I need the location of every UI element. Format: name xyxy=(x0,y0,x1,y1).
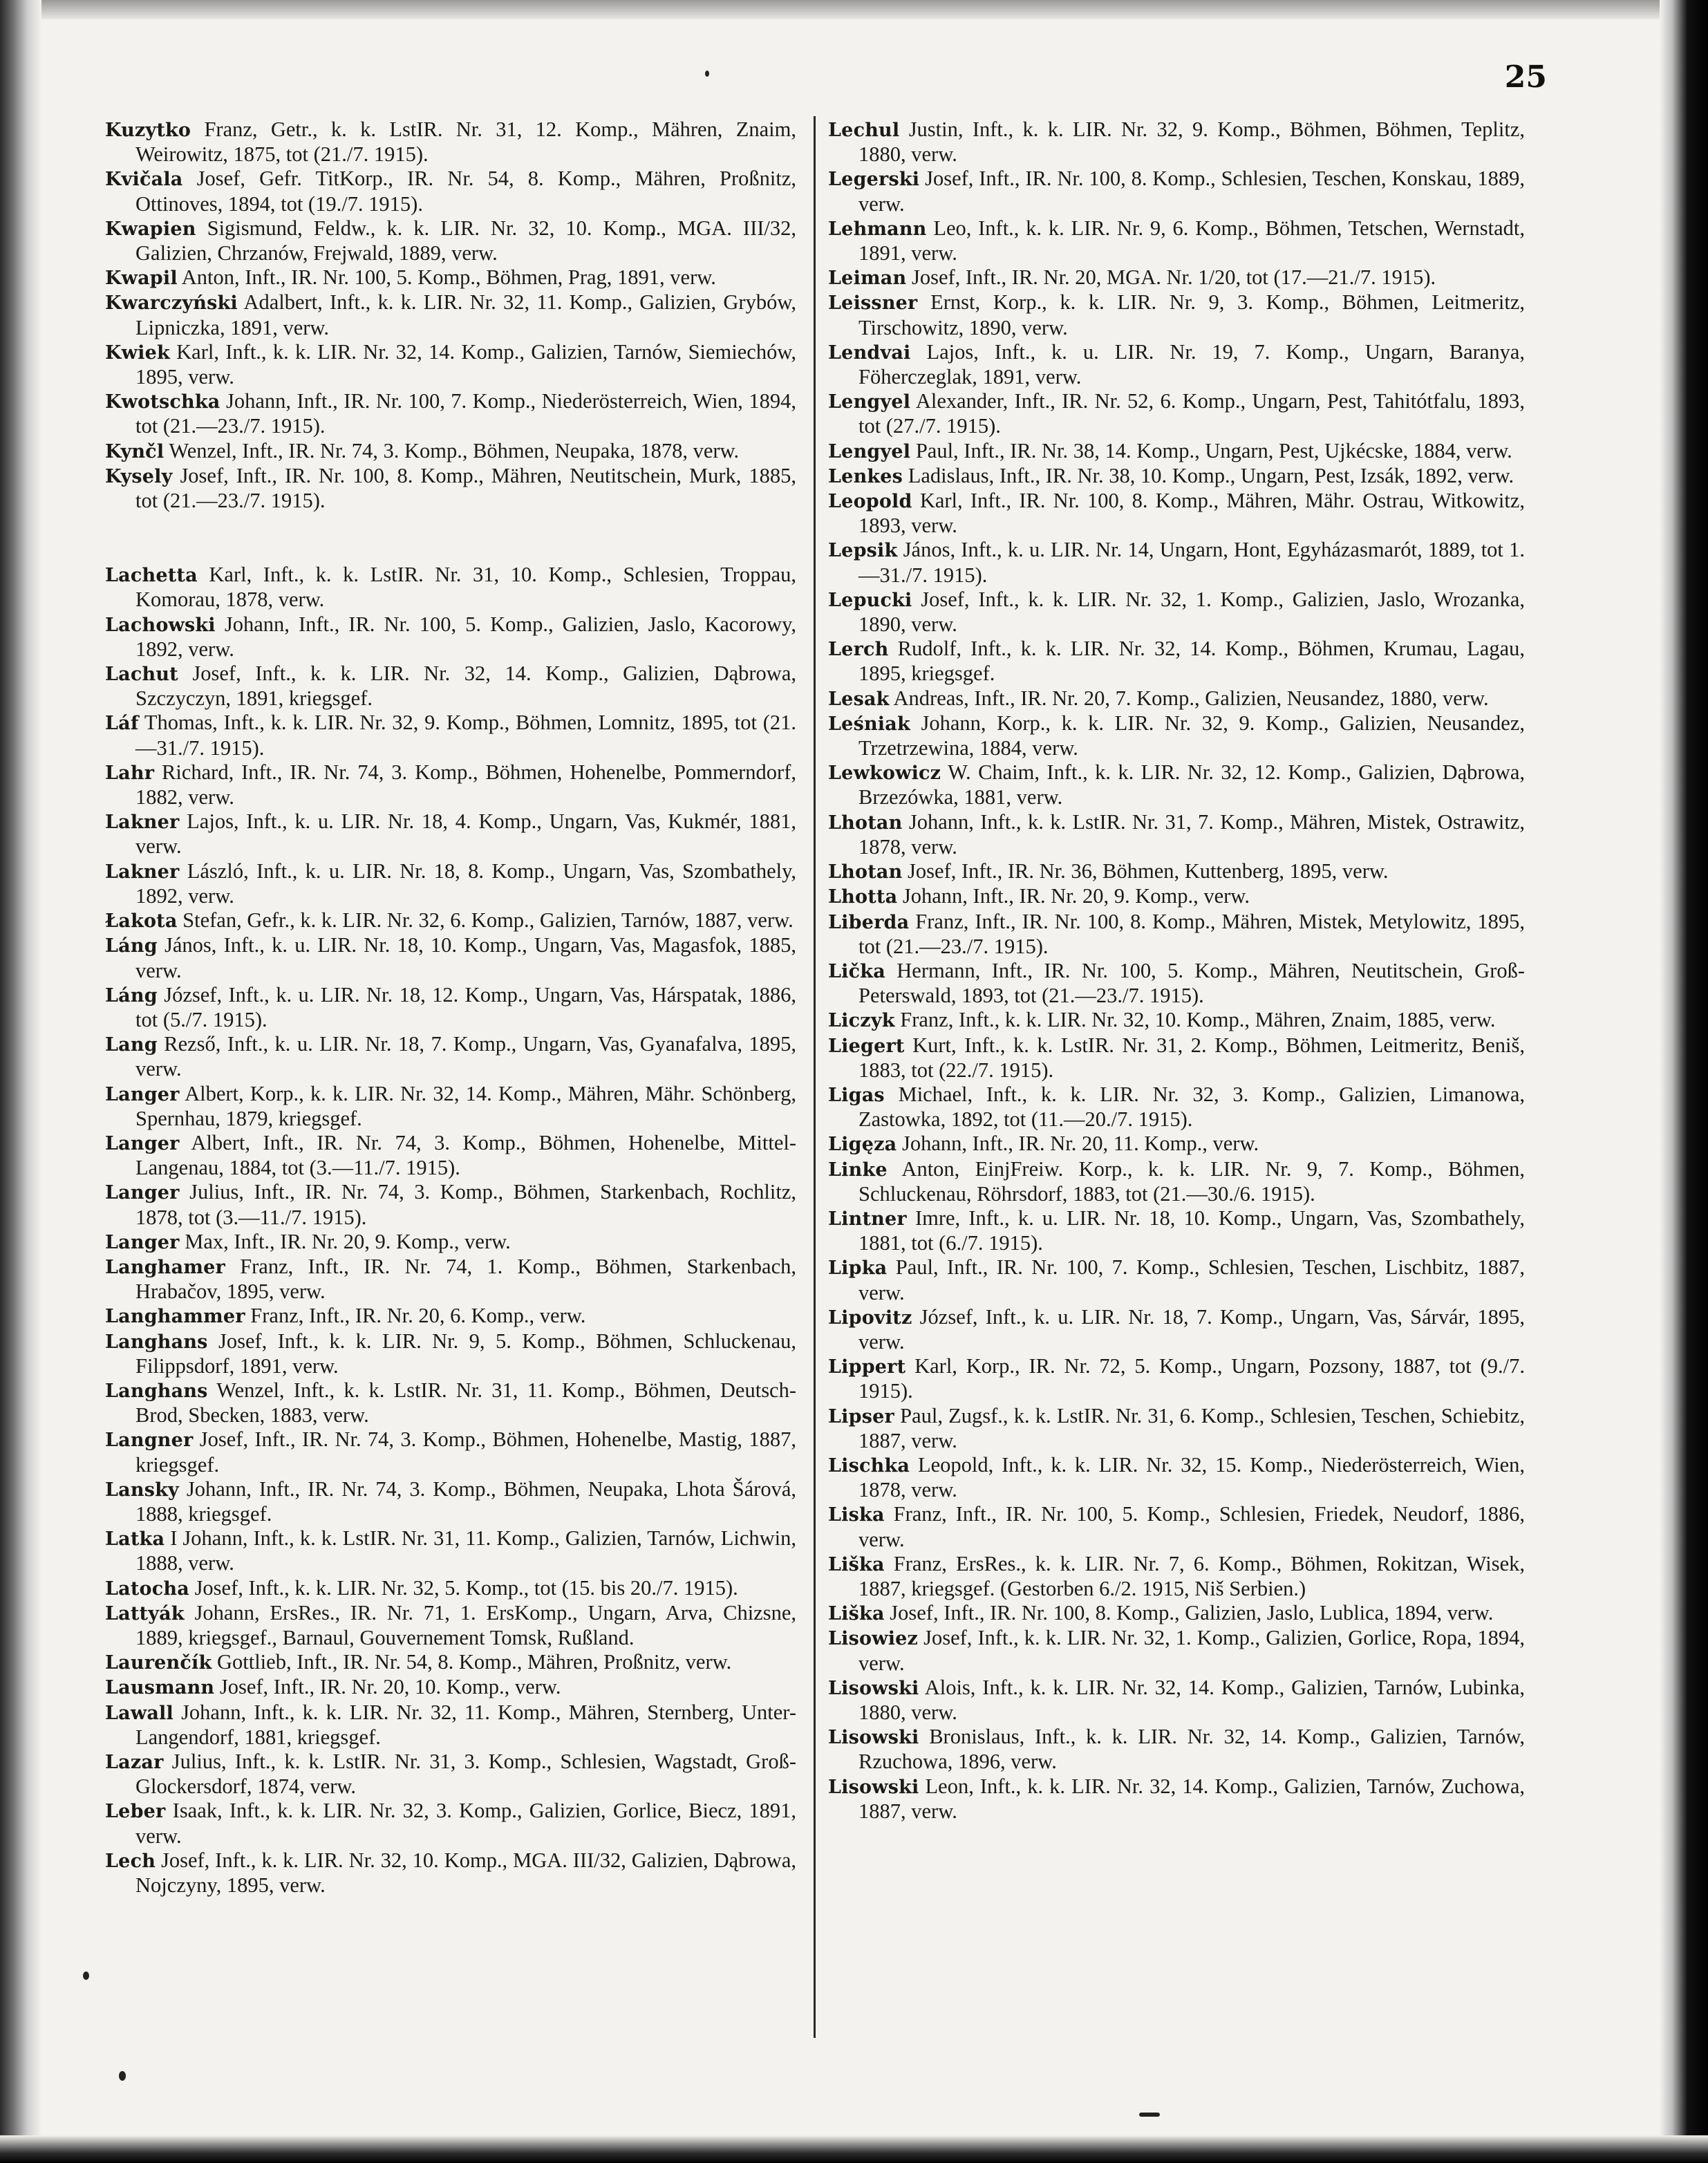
entry-surname: Liška xyxy=(828,1553,885,1575)
list-entry xyxy=(105,1255,796,1304)
entry-details: Franz, Getr., k. k. LstIR. Nr. 31, 12. Komp., Mähren, Znaim, Weirowitz, 1875, tot (21./7. 1915). xyxy=(135,118,796,167)
column-divider xyxy=(814,116,816,2038)
scan-speck xyxy=(119,2071,126,2081)
entry-details: Josef, Inft., IR. Nr. 20, MGA. Nr. 1/20, tot (17.—21./7. 1915). xyxy=(911,265,1436,290)
list-entry xyxy=(828,1083,1525,1132)
entry-surname: Lakner xyxy=(105,861,180,883)
entry-details: Wenzel, Inft., IR. Nr. 74, 3. Komp., Böhmen, Neupaka, 1878, verw. xyxy=(169,438,740,462)
entry-surname: Lerch xyxy=(828,639,889,661)
list-entry xyxy=(828,1206,1525,1255)
list-entry xyxy=(828,859,1525,884)
entry-details: Josef, Inft., IR. Nr. 36, Böhmen, Kuttenberg, 1895, verw. xyxy=(908,859,1389,883)
entry-surname: Lengyel xyxy=(828,391,911,413)
entry-details: Karl, Inft., k. k. LstIR. Nr. 31, 10. Komp., Schlesien, Troppau, Komorau, 1878, verw. xyxy=(135,563,797,612)
entry-details: Lajos, Inft., k. u. LIR. Nr. 19, 7. Komp., Ungarn, Baranya, Föherczeglak, 1891, verw. xyxy=(858,339,1526,389)
list-entry xyxy=(105,1378,796,1427)
entry-surname: Laurenčík xyxy=(105,1652,212,1674)
entry-surname: Kwapien xyxy=(105,218,196,240)
list-entry xyxy=(105,1750,796,1799)
entry-details: Franz, ErsRes., k. k. LIR. Nr. 7, 6. Komp., Böhmen, Rokitzan, Wisek, 1887, kriegsgef. (Gestorben 6./2. 1915, Niš Serbien.) xyxy=(858,1551,1525,1600)
entry-details: Josef, Inft., IR. Nr. 74, 3. Komp., Böhmen, Hohenelbe, Mastig, 1887, kriegsgef. xyxy=(135,1427,796,1477)
entry-surname: Lisowski xyxy=(828,1727,919,1749)
entry-surname: Linke xyxy=(828,1159,888,1181)
entry-surname: Lintner xyxy=(828,1208,907,1230)
list-entry xyxy=(105,662,796,711)
entry-surname: Langhammer xyxy=(105,1306,245,1328)
entry-details: Karl, Inft., IR. Nr. 100, 8. Komp., Mähren, Mähr. Ostrau, Witkowitz, 1893, verw. xyxy=(858,489,1525,538)
list-entry xyxy=(105,290,796,339)
entry-surname: Langhamer xyxy=(105,1256,225,1278)
entry-details: Leo, Inft., k. k. LIR. Nr. 9, 6. Komp., Böhmen, Tetschen, Wernstadt, 1891, verw. xyxy=(858,216,1525,265)
entry-surname: Lech xyxy=(105,1850,156,1872)
entry-surname: Lisowski xyxy=(828,1776,919,1798)
list-entry xyxy=(828,1502,1525,1551)
list-entry xyxy=(828,959,1525,1008)
entry-surname: Liska xyxy=(828,1504,885,1526)
entry-details: Johann, Inft., IR. Nr. 20, 11. Komp., verw. xyxy=(901,1132,1259,1156)
entry-surname: Lansky xyxy=(105,1479,179,1501)
left-column xyxy=(105,118,796,1898)
entry-surname: Latocha xyxy=(105,1577,189,1600)
list-entry xyxy=(105,439,796,464)
list-entry xyxy=(828,1404,1525,1453)
entry-surname: Lausmann xyxy=(105,1677,215,1699)
list-entry xyxy=(105,1576,796,1601)
right-column xyxy=(828,118,1525,1824)
entry-details: Hermann, Inft., IR. Nr. 100, 5. Komp., Mähren, Neutitschein, Groß-Peterswald, 1893, tot (21.—23./7. 1915). xyxy=(858,958,1526,1008)
entry-surname: Liczyk xyxy=(828,1010,895,1032)
scan-speck xyxy=(705,71,709,77)
entry-surname: Latka xyxy=(105,1528,165,1551)
entry-details: Stefan, Gefr., k. k. LIR. Nr. 32, 6. Komp., Galizien, Tarnów, 1887, verw. xyxy=(182,908,794,933)
entry-surname: Lipovitz xyxy=(828,1307,912,1329)
entry-details: Karl, Inft., k. k. LIR. Nr. 32, 14. Komp., Galizien, Tarnów, Siemiechów, 1895, verw. xyxy=(135,339,797,389)
scan-edge-top xyxy=(0,0,1708,19)
scan-edge-left xyxy=(0,0,41,2163)
list-entry xyxy=(105,1304,796,1329)
entry-details: Josef, Inft., k. k. LIR. Nr. 32, 14. Komp., Galizien, Dąbrowa, Szczyczyn, 1891, kriegsgef. xyxy=(135,662,796,711)
list-entry xyxy=(828,1676,1525,1725)
entry-details: Josef, Inft., IR. Nr. 100, 8. Komp., Galizien, Jaslo, Lublica, 1894, verw. xyxy=(890,1601,1494,1625)
entry-surname: Lisowiez xyxy=(828,1628,919,1650)
list-entry xyxy=(105,1230,796,1255)
entry-surname: Lawall xyxy=(105,1702,173,1724)
entry-surname: Lipka xyxy=(828,1257,888,1280)
entry-details: Adalbert, Inft., k. k. LIR. Nr. 32, 11. Komp., Galizien, Grybów, Lipniczka, 1891, verw. xyxy=(135,290,797,339)
entry-surname: Langer xyxy=(105,1132,180,1154)
entry-details: Franz, Inft., IR. Nr. 100, 8. Komp., Mähren, Mistek, Metylowitz, 1895, tot (21.—23./7. 1915). xyxy=(858,909,1526,958)
list-entry xyxy=(828,1132,1525,1157)
entry-details: József, Inft., k. u. LIR. Nr. 18, 12. Komp., Ungarn, Vas, Hárspatak, 1886, tot (5./7. 1915). xyxy=(135,982,797,1031)
list-entry xyxy=(828,910,1525,959)
list-entry xyxy=(105,760,796,809)
entry-surname: Lewkowicz xyxy=(828,762,941,785)
entry-surname: Liška xyxy=(828,1603,885,1625)
entry-details: Andreas, Inft., IR. Nr. 20, 7. Komp., Galizien, Neusandez, 1880, verw. xyxy=(893,686,1489,710)
entry-surname: Lachut xyxy=(105,664,178,686)
entry-surname: Lachowski xyxy=(105,614,216,636)
entry-details: Kurt, Inft., k. k. LstIR. Nr. 31, 2. Komp., Böhmen, Leitmeritz, Beniš, 1883, tot (22./7. 1915). xyxy=(858,1033,1526,1082)
entry-surname: Lhotta xyxy=(828,886,898,908)
entry-surname: Leber xyxy=(105,1801,166,1823)
entry-details: Ladislaus, Inft., IR. Nr. 38, 10. Komp., Ungarn, Pest, Izsák, 1892, verw. xyxy=(908,463,1514,487)
list-entry xyxy=(828,439,1525,464)
entry-surname: Lachetta xyxy=(105,565,198,587)
list-entry xyxy=(105,1477,796,1526)
list-entry xyxy=(105,809,796,859)
entry-surname: Kynčl xyxy=(105,440,165,462)
entry-surname: Lenkes xyxy=(828,465,903,487)
entry-surname: Leissner xyxy=(828,292,918,315)
list-entry xyxy=(105,1180,796,1229)
entry-surname: Langner xyxy=(105,1430,194,1452)
entry-details: Josef, Inft., k. k. LIR. Nr. 32, 1. Komp., Galizien, Gorlice, Ropa, 1894, verw. xyxy=(858,1626,1526,1675)
entry-surname: Kvičala xyxy=(105,169,183,191)
entry-surname: Langer xyxy=(105,1231,180,1253)
list-entry xyxy=(105,1131,796,1180)
list-entry xyxy=(828,1626,1525,1675)
entry-details: Johann, Inft., IR. Nr. 100, 5. Komp., Galizien, Jaslo, Kacorowy, 1892, verw. xyxy=(135,612,797,661)
list-entry xyxy=(105,1032,796,1081)
entry-details: Anton, EinjFreiw. Korp., k. k. LIR. Nr. 9, 7. Komp., Böhmen, Schluckenau, Röhrsdorf, 1883, tot (21.—30./6. 1915). xyxy=(858,1157,1525,1206)
list-entry xyxy=(828,389,1525,438)
entry-details: Isaak, Inft., k. k. LIR. Nr. 32, 3. Komp., Galizien, Gorlice, Biecz, 1891, verw. xyxy=(135,1799,797,1848)
list-entry xyxy=(105,711,796,760)
entry-surname: Lepsik xyxy=(828,540,898,562)
scan-edge-right xyxy=(1660,0,1708,2163)
list-entry xyxy=(105,216,796,265)
entry-details: Lajos, Inft., k. u. LIR. Nr. 18, 4. Komp., Ungarn, Vas, Kukmér, 1881, verw. xyxy=(135,809,797,859)
scan-speck xyxy=(83,1972,89,1980)
list-entry xyxy=(828,265,1525,290)
entry-details: Bronislaus, Inft., k. k. LIR. Nr. 32, 14. Komp., Galizien, Tarnów, Rzuchowa, 1896, verw. xyxy=(858,1725,1525,1774)
list-entry xyxy=(105,1601,796,1650)
list-entry xyxy=(105,908,796,933)
entry-surname: Kwotschka xyxy=(105,391,220,413)
entry-details: Johann, ErsRes., IR. Nr. 71, 1. ErsKomp., Ungarn, Arva, Chizsne, 1889, kriegsgef., Barnaul, Gouvernement Tomsk, Rußland. xyxy=(135,1600,796,1649)
entry-details: Josef, Inft., k. k. LIR. Nr. 9, 5. Komp., Böhmen, Schluckenau, Filippsdorf, 1891, verw. xyxy=(135,1329,797,1378)
entry-surname: Lesak xyxy=(828,688,890,710)
entry-surname: Lechul xyxy=(828,120,900,141)
entry-surname: Lička xyxy=(828,960,885,982)
list-entry xyxy=(828,1725,1525,1774)
entries-k-section xyxy=(105,118,796,513)
list-entry xyxy=(828,538,1525,587)
section-gap xyxy=(105,513,796,563)
entry-details: Paul, Zugsf., k. k. LstIR. Nr. 31, 6. Komp., Schlesien, Teschen, Schiebitz, 1887, verw. xyxy=(858,1403,1525,1452)
entry-surname: Lang xyxy=(105,1034,158,1056)
entry-surname: Lahr xyxy=(105,762,155,784)
list-entry xyxy=(105,167,796,216)
entry-details: Imre, Inft., k. u. LIR. Nr. 18, 10. Komp., Ungarn, Vas, Szombathely, 1881, tot (6./7. 1915). xyxy=(858,1206,1525,1255)
entry-surname: Lattyák xyxy=(105,1602,185,1624)
list-entry xyxy=(828,760,1525,809)
entry-details: Paul, Inft., IR. Nr. 100, 7. Komp., Schlesien, Teschen, Lischbitz, 1887, verw. xyxy=(858,1255,1525,1304)
entry-details: József, Inft., k. u. LIR. Nr. 18, 7. Komp., Ungarn, Vas, Sárvár, 1895, verw. xyxy=(858,1304,1525,1354)
list-entry xyxy=(105,1848,796,1898)
entry-surname: Łakota xyxy=(105,910,178,933)
entry-details: Franz, Inft., IR. Nr. 100, 5. Komp., Schlesien, Friedek, Neudorf, 1886, verw. xyxy=(858,1502,1525,1551)
list-entry xyxy=(105,1799,796,1848)
entry-details: Alexander, Inft., IR. Nr. 52, 6. Komp., Ungarn, Pest, Tahitótfalu, 1893, tot (27./7. 1915). xyxy=(858,389,1525,438)
entry-details: János, Inft., k. u. LIR. Nr. 14, Ungarn, Hont, Egyházasmarót, 1889, tot 1.—31./7. 1915). xyxy=(858,538,1526,587)
list-entry xyxy=(828,1157,1525,1206)
entry-surname: Liegert xyxy=(828,1035,905,1057)
entry-details: Josef, Inft., k. k. LIR. Nr. 32, 1. Komp., Galizien, Jaslo, Wrozanka, 1890, verw. xyxy=(858,587,1526,637)
list-entry xyxy=(828,711,1525,760)
list-entry xyxy=(105,1701,796,1750)
list-entry xyxy=(105,983,796,1032)
list-entry xyxy=(828,1775,1525,1824)
entry-details: Thomas, Inft., k. k. LIR. Nr. 32, 9. Komp., Böhmen, Lomnitz, 1895, tot (21.—31./7. 1915). xyxy=(135,711,796,760)
scan-speck xyxy=(1139,2113,1160,2117)
list-entry xyxy=(828,1033,1525,1083)
list-entry xyxy=(105,1427,796,1477)
list-entry xyxy=(828,1305,1525,1354)
entry-surname: Kwapil xyxy=(105,268,178,290)
list-entry xyxy=(828,1255,1525,1304)
list-entry xyxy=(105,340,796,389)
list-entry xyxy=(828,810,1525,859)
entry-details: Rezső, Inft., k. u. LIR. Nr. 18, 7. Komp., Ungarn, Vas, Gyanafalva, 1895, verw. xyxy=(135,1032,797,1081)
list-entry xyxy=(828,216,1525,265)
entry-surname: Láng xyxy=(105,984,158,1006)
entry-details: Julius, Inft., IR. Nr. 74, 3. Komp., Böhmen, Starkenbach, Rochlitz, 1878, tot (3.—11./7. 1915). xyxy=(135,1180,796,1229)
list-entry xyxy=(828,489,1525,538)
entry-details: Wenzel, Inft., k. k. LstIR. Nr. 31, 11. Komp., Böhmen, Deutsch-Brod, Sbecken, 1883, verw. xyxy=(135,1378,797,1427)
entry-details: Leopold, Inft., k. k. LIR. Nr. 32, 15. Komp., Niederösterreich, Wien, 1878, verw. xyxy=(858,1452,1526,1502)
list-entry xyxy=(828,1552,1525,1601)
list-entry xyxy=(105,859,796,908)
list-entry xyxy=(828,464,1525,489)
list-entry xyxy=(828,290,1525,339)
entry-details: Richard, Inft., IR. Nr. 74, 3. Komp., Böhmen, Hohenelbe, Pommerndorf, 1882, verw. xyxy=(135,760,796,809)
entry-surname: Lhotan xyxy=(828,812,903,834)
entry-details: Gottlieb, Inft., IR. Nr. 54, 8. Komp., Mähren, Proßnitz, verw. xyxy=(216,1650,732,1674)
list-entry xyxy=(105,612,796,662)
list-entry xyxy=(828,884,1525,909)
entry-surname: Leopold xyxy=(828,491,912,513)
entry-surname: Lippert xyxy=(828,1356,906,1378)
entry-surname: Ligas xyxy=(828,1084,885,1106)
entry-details: Alois, Inft., k. k. LIR. Nr. 32, 14. Komp., Galizien, Tarnów, Lubinka, 1880, verw. xyxy=(858,1675,1525,1724)
entry-details: Josef, Inft., IR. Nr. 20, 10. Komp., verw. xyxy=(219,1675,561,1699)
entry-details: János, Inft., k. u. LIR. Nr. 18, 10. Komp., Ungarn, Vas, Magasfok, 1885, verw. xyxy=(135,933,797,982)
entry-details: Johann, Korp., k. k. LIR. Nr. 32, 9. Komp., Galizien, Neusandez, Trzetrzewina, 1884, verw. xyxy=(858,711,1525,760)
entry-surname: Kuzytko xyxy=(105,120,191,141)
entry-details: Leon, Inft., k. k. LIR. Nr. 32, 14. Komp., Galizien, Tarnów, Zuchowa, 1887, verw. xyxy=(858,1774,1525,1823)
list-entry xyxy=(105,389,796,438)
list-entry xyxy=(105,464,796,513)
list-entry xyxy=(105,265,796,290)
entry-surname: Langer xyxy=(105,1083,180,1105)
entry-details: Ernst, Korp., k. k. LIR. Nr. 9, 3. Komp., Böhmen, Leitmeritz, Tirschowitz, 1890, verw. xyxy=(858,290,1526,339)
entry-surname: Láf xyxy=(105,713,139,735)
entry-details: W. Chaim, Inft., k. k. LIR. Nr. 32, 12. Komp., Galizien, Dąbrowa, Brzezówka, 1881, verw. xyxy=(858,760,1526,809)
list-entry xyxy=(828,588,1525,637)
list-entry xyxy=(105,1650,796,1675)
entry-surname: Lengyel xyxy=(828,440,911,462)
entry-surname: Lendvai xyxy=(828,341,911,364)
entry-details: Josef, Inft., k. k. LIR. Nr. 32, 5. Komp., tot (15. bis 20./7. 1915). xyxy=(194,1575,738,1600)
entry-surname: Lehmann xyxy=(828,218,927,240)
entry-details: Johann, Inft., k. k. LstIR. Nr. 31, 7. Komp., Mähren, Mistek, Ostrawitz, 1878, verw. xyxy=(858,809,1525,859)
entry-surname: Lakner xyxy=(105,812,180,834)
entry-details: I Johann, Inft., k. k. LstIR. Nr. 31, 11. Komp., Galizien, Tarnów, Lichwin, 1888, verw. xyxy=(135,1526,796,1575)
entry-surname: Lhotan xyxy=(828,861,903,883)
list-entry xyxy=(105,1675,796,1700)
entry-surname: Langhans xyxy=(105,1380,208,1402)
entry-surname: Langer xyxy=(105,1182,180,1204)
entry-details: Karl, Korp., IR. Nr. 72, 5. Komp., Ungarn, Pozsony, 1887, tot (9./7. 1915). xyxy=(858,1354,1525,1403)
entry-surname: Legerski xyxy=(828,169,920,191)
entry-surname: Lazar xyxy=(105,1752,164,1773)
entry-details: Franz, Inft., IR. Nr. 20, 6. Komp., verw. xyxy=(250,1304,586,1328)
list-entry xyxy=(105,1526,796,1575)
entry-surname: Lischka xyxy=(828,1454,910,1477)
entry-details: Anton, Inft., IR. Nr. 100, 5. Komp., Böhmen, Prag, 1891, verw. xyxy=(181,265,716,290)
entry-details: Sigismund, Feldw., k. k. LIR. Nr. 32, 10. Komp., MGA. III/32, Galizien, Chrzanów, Frejwald, 1889, verw. xyxy=(135,216,797,265)
entry-details: Johann, Inft., IR. Nr. 20, 9. Komp., verw. xyxy=(902,884,1250,908)
list-entry xyxy=(828,118,1525,167)
scan-edge-bottom xyxy=(0,2135,1708,2163)
entry-details: Franz, Inft., IR. Nr. 74, 1. Komp., Böhmen, Starkenbach, Hrabačov, 1895, verw. xyxy=(135,1254,796,1304)
entry-details: Johann, Inft., IR. Nr. 100, 7. Komp., Niederösterreich, Wien, 1894, tot (21.—23./7. 1915). xyxy=(135,389,796,438)
entries-l-section xyxy=(105,563,796,1898)
entry-details: Michael, Inft., k. k. LIR. Nr. 32, 3. Komp., Galizien, Limanowa, Zastowka, 1892, tot (11.—20./7. 1915). xyxy=(858,1082,1525,1132)
entry-details: Josef, Inft., IR. Nr. 100, 8. Komp., Mähren, Neutitschein, Murk, 1885, tot (21.—23./7. 1915). xyxy=(135,463,796,513)
entry-details: Albert, Inft., IR. Nr. 74, 3. Komp., Böhmen, Hohenelbe, Mittel-Langenau, 1884, tot (3.—11./7. 1915). xyxy=(135,1130,796,1180)
entry-details: Justin, Inft., k. k. LIR. Nr. 32, 9. Komp., Böhmen, Böhmen, Teplitz, 1880, verw. xyxy=(858,118,1526,167)
entry-surname: Leiman xyxy=(828,268,907,290)
entry-details: Rudolf, Inft., k. k. LIR. Nr. 32, 14. Komp., Böhmen, Krumau, Lagau, 1895, kriegsgef. xyxy=(858,637,1525,686)
entry-surname: Kwarczyński xyxy=(105,292,238,315)
entry-surname: Lisowski xyxy=(828,1677,919,1699)
list-entry xyxy=(828,1601,1525,1626)
entry-surname: Leśniak xyxy=(828,713,910,735)
list-entry xyxy=(828,340,1525,389)
entry-details: Max, Inft., IR. Nr. 20, 9. Komp., verw. xyxy=(185,1229,511,1253)
list-entry xyxy=(105,1082,796,1131)
list-entry xyxy=(828,1453,1525,1502)
list-entry xyxy=(828,167,1525,216)
list-entry xyxy=(828,637,1525,686)
list-entry xyxy=(828,1354,1525,1403)
list-entry xyxy=(828,1008,1525,1033)
entry-surname: Liberda xyxy=(828,911,910,933)
entry-surname: Lepucki xyxy=(828,589,912,611)
entry-details: Josef, Inft., IR. Nr. 100, 8. Komp., Schlesien, Teschen, Konskau, 1889, verw. xyxy=(858,167,1525,216)
entry-surname: Ligęza xyxy=(828,1134,897,1156)
entry-surname: Láng xyxy=(105,935,158,957)
entry-surname: Kwiek xyxy=(105,341,170,364)
page-number: 25 xyxy=(1504,59,1547,95)
entry-details: Franz, Inft., k. k. LIR. Nr. 32, 10. Komp., Mähren, Znaim, 1885, verw. xyxy=(900,1008,1496,1032)
list-entry xyxy=(105,563,796,612)
entry-details: Julius, Inft., k. k. LstIR. Nr. 31, 3. Komp., Schlesien, Wagstadt, Groß-Glockersdorf, 1874, verw. xyxy=(135,1750,796,1799)
entry-details: Johann, Inft., k. k. LIR. Nr. 32, 11. Komp., Mähren, Sternberg, Unter-Langendorf, 1881, kriegsgef. xyxy=(135,1700,797,1749)
entry-details: László, Inft., k. u. LIR. Nr. 18, 8. Komp., Ungarn, Vas, Szombathely, 1892, verw. xyxy=(135,859,796,908)
entry-details: Paul, Inft., IR. Nr. 38, 14. Komp., Ungarn, Pest, Ujkécske, 1884, verw. xyxy=(915,438,1512,462)
entry-surname: Langhans xyxy=(105,1331,208,1353)
entry-details: Johann, Inft., IR. Nr. 74, 3. Komp., Böhmen, Neupaka, Lhota Šárová, 1888, kriegsgef. xyxy=(135,1477,796,1526)
list-entry xyxy=(105,118,796,167)
entry-details: Albert, Korp., k. k. LIR. Nr. 32, 14. Komp., Mähren, Mähr. Schönberg, Spernhau, 1879, kriegsgef. xyxy=(135,1081,796,1130)
entry-details: Josef, Gefr. TitKorp., IR. Nr. 54, 8. Komp., Mähren, Proßnitz, Ottinoves, 1894, tot (19./7. 1915). xyxy=(135,167,796,216)
entry-surname: Lipser xyxy=(828,1405,894,1427)
entry-surname: Kysely xyxy=(105,465,173,487)
list-entry xyxy=(105,1329,796,1378)
list-entry xyxy=(828,686,1525,711)
entry-details: Josef, Inft., k. k. LIR. Nr. 32, 10. Komp., MGA. III/32, Galizien, Dąbrowa, Nojczyny, 1895, verw. xyxy=(135,1848,796,1898)
list-entry xyxy=(105,933,796,982)
